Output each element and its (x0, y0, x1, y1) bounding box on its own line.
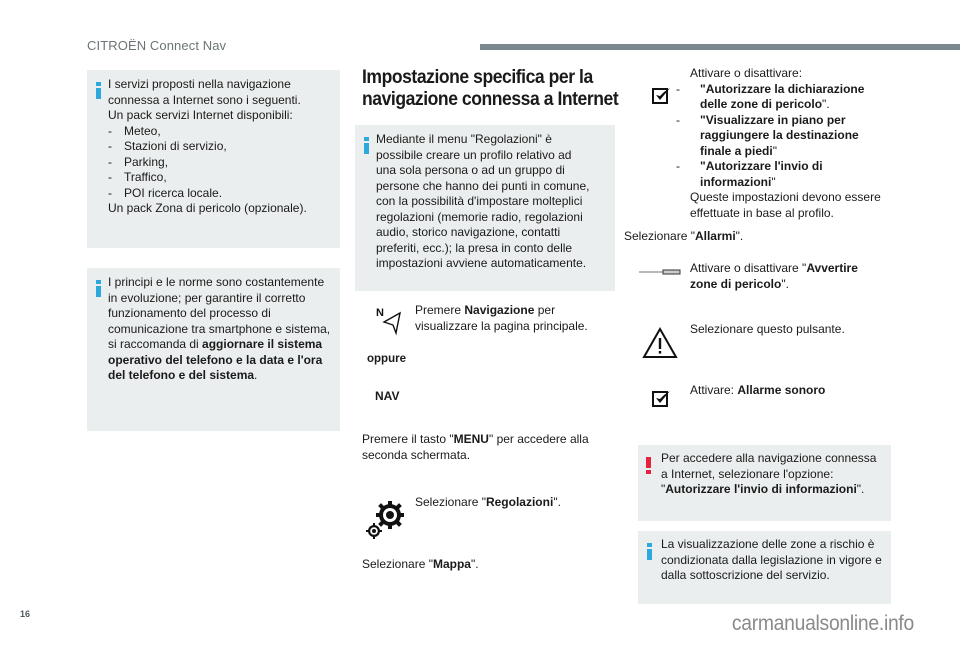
step-navigation-text: Premere Navigazione per visualizzare la pagina principale. (415, 303, 588, 333)
step-alarms-text: Selezionare "Allarmi". (624, 229, 744, 243)
page-number: 16 (20, 609, 31, 619)
warning-box-authorize (638, 445, 891, 521)
step-toggle-text: Attivare o disattivare "Avvertire zone di pericolo". (690, 261, 858, 291)
text-line: impostazioni avviene automaticamente. (376, 256, 587, 270)
info-box-update-recommendation (87, 268, 340, 431)
text-line: con la possibilità d'impostare molteplici (376, 194, 583, 208)
exclamation-icon (646, 457, 651, 474)
list-item: - POI ricerca locale. (108, 185, 223, 200)
header-divider-bar (480, 44, 960, 50)
step-sound-text: Attivare: Allarme sonoro (690, 383, 826, 397)
text-line: connessa a Internet sono i seguenti. (108, 92, 301, 107)
oppure-label: oppure (367, 353, 406, 365)
list-item: - Stazioni di servizio, (108, 139, 227, 153)
info-icon (364, 137, 369, 154)
text-line: audio, storico navigazione, contatti (376, 225, 561, 239)
text-line: La visualizzazione delle zone a rischio è (661, 537, 875, 551)
warning-triangle-icon (642, 327, 678, 359)
list-item: - Traffico, (108, 170, 167, 184)
text-line: persone che hanno dei punti in comune, (376, 178, 590, 193)
text-line: dalla sottoscrizione del servizio. (661, 568, 830, 582)
text-line: Un pack servizi Internet disponibili: (108, 108, 293, 122)
text-line: una sola persona o ad un gruppo di (376, 163, 565, 177)
svg-text:N: N (376, 307, 384, 319)
text-line: si raccomanda di aggiornare il sistema (108, 337, 323, 351)
step-checkbox-text: Attivare o disattivare: - "Autorizzare la dichiarazione delle zone di pericolo". - "Visualizzare in piano per raggiungere la destinazione finale a piedi" - "Autorizzare l'invio di informazioni" Queste impostazioni devono essere effettuate in base al profilo. (676, 66, 881, 220)
step-map-text: Selezionare "Mappa". (362, 557, 479, 571)
info-box-risk-zones (638, 531, 891, 604)
header-title: CITROËN Connect Nav (87, 38, 227, 53)
section-title: Impostazione specifica per la navigazione connessa a Internet (362, 66, 619, 110)
step-warning-text: Selezionare questo pulsante. (690, 322, 845, 336)
text-line: condizionata dalla legislazione in vigore e (661, 552, 882, 567)
text-line: in evoluzione; per garantire il corretto (108, 290, 306, 305)
step-settings-text: Selezionare "Regolazioni". (415, 495, 561, 509)
list-item: - Meteo, (108, 123, 161, 138)
text-line: regolazioni (memorie radio, regolazioni (376, 209, 583, 224)
navigation-arrow-icon (374, 305, 404, 337)
text-line: Un pack Zona di pericolo (opzionale). (108, 201, 307, 215)
text-line: a Internet, selezionare l'opzione: (661, 466, 834, 481)
toggle-slider-icon (639, 269, 683, 275)
watermark: carmanualsonline.info (731, 612, 914, 635)
nav-key-label: NAV (375, 389, 400, 403)
text-line: I servizi proposti nella navigazione (108, 77, 291, 91)
list-item: - Parking, (108, 154, 169, 169)
info-icon (96, 280, 101, 297)
info-box-profiles (355, 125, 615, 291)
info-box-services (87, 70, 340, 248)
text-line: del telefono e del sistema. (108, 368, 258, 382)
text-line: Mediante il menu "Regolazioni" è (376, 132, 552, 146)
checkbox-checked-icon (652, 389, 672, 407)
settings-gears-icon (365, 498, 409, 542)
info-icon (647, 543, 652, 560)
text-line: comunicazione tra smartphone e sistema, (108, 321, 331, 336)
checkbox-checked-icon (652, 86, 672, 104)
text-line: Per accedere alla navigazione connessa (661, 451, 877, 465)
text-line: I principi e le norme sono costantemente (108, 275, 325, 289)
text-line: possibile creare un profilo relativo ad (376, 147, 572, 162)
text-line: operativo del telefono e la data e l'ora (108, 352, 323, 367)
info-icon (96, 82, 101, 99)
text-line: funzionamento del processo di (108, 306, 271, 320)
step-menu-text: Premere il tasto "MENU" per accedere alla seconda schermata. (362, 432, 589, 462)
text-line: preferiti, ecc.); la presa in conto delle (376, 240, 573, 255)
text-line: "Autorizzare l'invio di informazioni". (661, 482, 865, 496)
